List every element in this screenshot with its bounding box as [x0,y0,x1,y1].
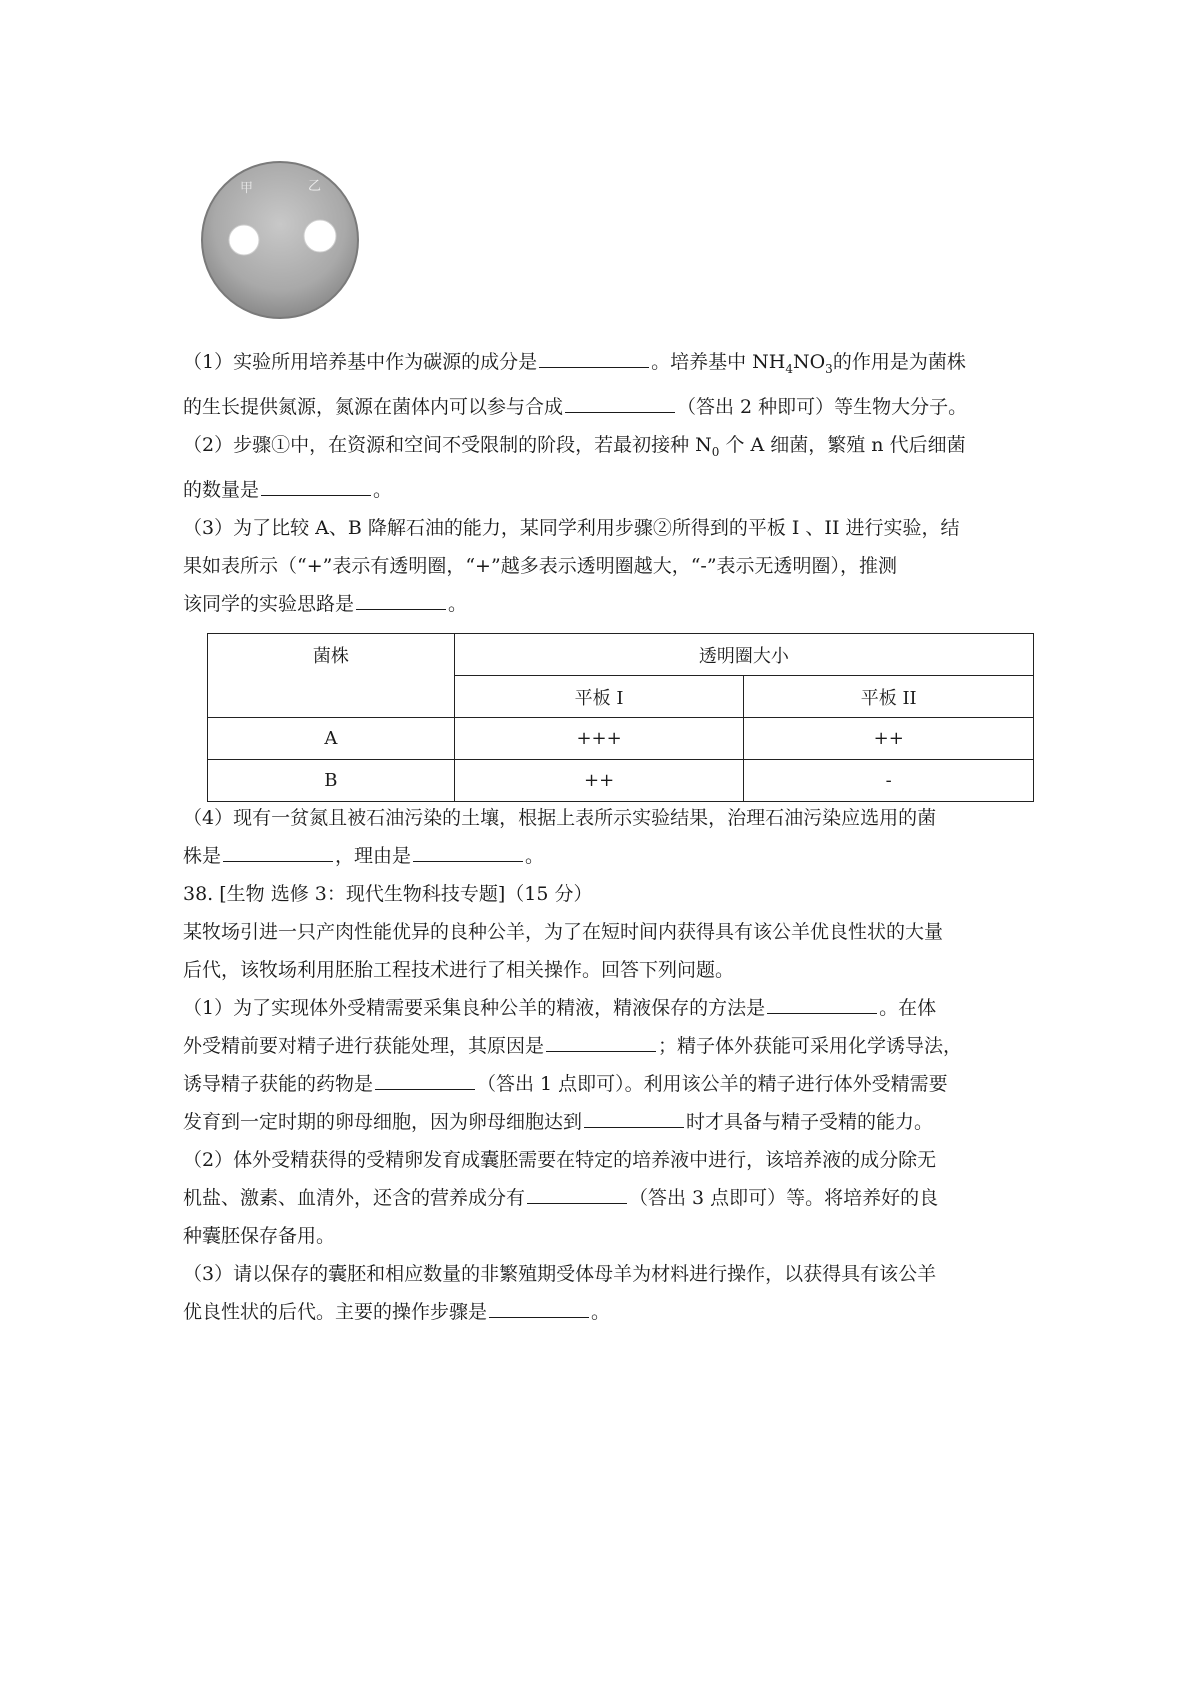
cell-plate-1: +++ [454,718,744,760]
answer-blank[interactable] [375,1067,475,1090]
q37-part1-text-b: 。培养基中 NH [651,351,786,373]
table-header-row [208,634,1034,676]
q37-part3-line3-b: 。 [448,592,468,615]
q37-part2-text-b: 个 A 细菌，繁殖 n 代后细菌 [719,433,966,456]
q38-part1-line2-b: ；精子体外获能可采用化学诱导法， [658,1035,963,1057]
answer-blank[interactable] [767,991,877,1014]
q37-part3-line1: （3）为了比较 A、B 降解石油的能力，某同学利用步骤②所得到的平板 I 、II 进行实验，结 [183,516,960,539]
dish-label-right: 乙 [308,179,322,194]
q37-part3 [183,509,1033,623]
q38-part1-line2-a: 外受精前要对精子进行获能处理，其原因是 [183,1035,545,1057]
petri-dish-image [200,160,360,320]
q38-part3-line2-a: 优良性状的后代。主要的操作步骤是 [183,1301,488,1323]
q38-part1-line1-b: 。在体 [879,997,937,1019]
q37-part1-text-d: 的作用是为菌株 [832,351,966,373]
answer-blank[interactable] [413,839,523,862]
subscript: 3 [825,361,833,376]
q37-part4-line2-b: ，理由是 [335,845,412,867]
answer-blank[interactable] [584,1105,684,1128]
q37-part4-line2-c: 。 [525,845,545,867]
answer-blank[interactable] [546,1029,656,1052]
cell-plate-2: - [744,760,1034,802]
q37-part3-line3-a: 该同学的实验思路是 [183,592,355,615]
q37-part4-and-q38 [183,799,1033,1331]
clear-zone-right [304,220,336,252]
results-table [207,633,1034,802]
header-halo-size: 透明圈大小 [454,634,1033,676]
q38-part3 [183,1255,1033,1331]
q38-part2 [183,1141,1033,1255]
table-row [208,718,1034,760]
q37-part4-line2-a: 株是 [183,845,222,867]
q38-part1-line4-b: 时才具备与精子受精的能力。 [686,1111,934,1133]
q38-part1 [183,989,1033,1141]
q38-part2-line2-a: 机盐、激素、血清外，还含的营养成分有 [183,1187,526,1209]
q37-part2-line2-a: 的数量是 [183,478,260,501]
q37-part4-line1: （4）现有一贫氮且被石油污染的土壤，根据上表所示实验结果，治理石油污染应选用的菌 [183,807,937,829]
q38-part2-line2-b: （答出 3 点即可）等。将培养好的良 [629,1187,939,1209]
q38-intro-line2: 后代，该牧场利用胚胎工程技术进行了相关操作。回答下列问题。 [183,959,735,981]
clear-zone-left [229,225,259,255]
q37-part2-line2-b: 。 [373,478,393,501]
q38-intro-line1: 某牧场引进一只产肉性能优异的良种公羊，为了在短时间内获得具有该公羊优良性状的大量 [183,921,944,943]
answer-blank[interactable] [489,1295,589,1318]
q38-part1-line3-a: 诱导精子获能的药物是 [183,1073,374,1095]
answer-blank[interactable] [565,390,675,413]
answer-blank[interactable] [539,345,649,368]
header-plate-2: 平板 II [744,676,1034,718]
q37-part4 [183,799,1033,875]
answer-blank[interactable] [527,1181,627,1204]
subscript: 4 [785,361,793,376]
q37-part3-line2: 果如表所示（“+”表示有透明圈，“+”越多表示透明圈越大，“-”表示无透明圈），推测 [183,554,898,577]
subscript: 0 [711,444,720,459]
cell-plate-1: ++ [454,760,744,802]
q37-parts-1-3 [183,343,1033,623]
table-row [208,760,1034,802]
answer-blank[interactable] [356,587,446,610]
q38-part2-line3: 种囊胚保存备用。 [183,1225,336,1247]
q38-part1-line4-a: 发育到一定时期的卵母细胞，因为卵母细胞达到 [183,1111,583,1133]
q37-part1-text-a: （1）实验所用培养基中作为碳源的成分是 [183,351,538,373]
petri-dish-figure [200,160,360,320]
cell-strain: B [208,760,455,802]
q37-part1-line2-a: 的生长提供氮源，氮源在菌体内可以参与合成 [183,395,564,418]
q38-intro [183,913,1033,989]
q37-part1 [183,343,1033,426]
answer-blank[interactable] [261,473,371,496]
q38-part3-line1: （3）请以保存的囊胚和相应数量的非繁殖期受体母羊为材料进行操作，以获得具有该公羊 [183,1263,937,1285]
header-plate-1: 平板 I [454,676,744,718]
q38-part1-line3-b: （答出 1 点即可）。利用该公羊的精子进行体外受精需要 [477,1073,948,1095]
q38-part2-line1: （2）体外受精获得的受精卵发育成囊胚需要在特定的培养液中进行，该培养液的成分除无 [183,1149,937,1171]
q38-part1-line1-a: （1）为了实现体外受精需要采集良种公羊的精液，精液保存的方法是 [183,997,766,1019]
q37-part2 [183,426,1033,509]
answer-blank[interactable] [223,839,333,862]
q38-title: 38. [生物 选修 3：现代生物科技专题]（15 分） [183,883,593,905]
cell-strain: A [208,718,455,760]
header-strain: 菌株 [208,634,455,718]
q37-part2-text-a: （2）步骤①中，在资源和空间不受限制的阶段，若最初接种 N [183,433,712,456]
cell-plate-2: ++ [744,718,1034,760]
dish-label-left: 甲 [240,181,254,196]
q37-part1-text-c: NO [792,351,826,373]
q38-part3-line2-b: 。 [591,1301,611,1323]
q37-part1-line2-b: （答出 2 种即可）等生物大分子。 [677,395,968,418]
